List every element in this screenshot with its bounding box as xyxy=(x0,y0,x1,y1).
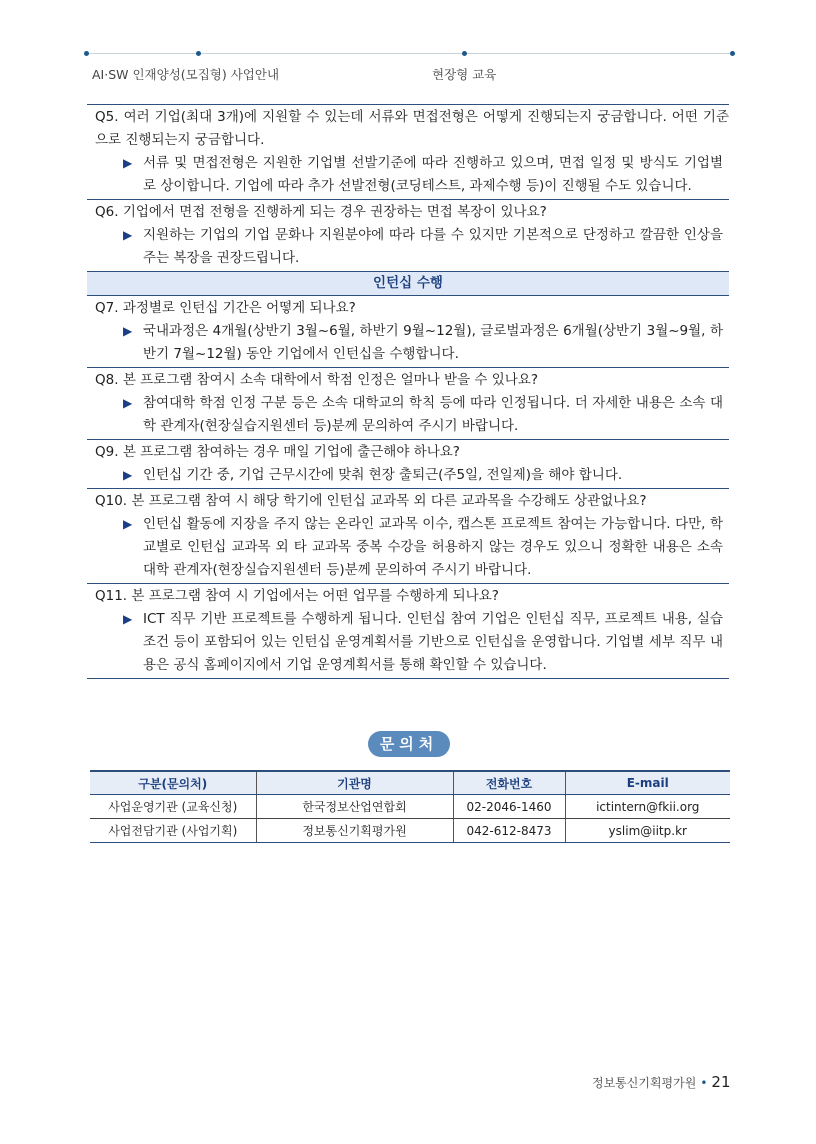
answer-text: 참여대학 학점 인정 구분 등은 소속 대학교의 학칙 등에 따라 인정됩니다. 더 자세한 내용은 소속 대학 관계자(현장실습지원센터 등)분께 문의하여 주시기 바랍니다. xyxy=(143,395,723,434)
faq-item xyxy=(87,105,729,200)
faq-answer xyxy=(87,152,729,198)
faq-answer xyxy=(87,320,729,366)
faq-item xyxy=(87,440,729,489)
faq-answer xyxy=(87,464,729,487)
answer-text: 국내과정은 4개월(상반기 3월~6월, 하반기 9월~12월), 글로벌과정은 6개월(상반기 3월~9월, 하반기 7월~12월) 동안 기업에서 인턴십을 수행합니다. xyxy=(143,323,723,362)
question-number: Q10. xyxy=(95,493,128,509)
question-text: 본 프로그램 참여시 소속 대학에서 학점 인정은 얼마나 받을 수 있나요? xyxy=(122,372,539,388)
footer-org: 정보통신기획평가원 xyxy=(592,1076,697,1090)
column-header: 구분(문의처) xyxy=(90,771,256,795)
table-row xyxy=(90,819,730,843)
column-header: 기관명 xyxy=(256,771,453,795)
contact-table xyxy=(90,770,730,843)
question-number: Q5. xyxy=(95,109,119,125)
column-header: 전화번호 xyxy=(453,771,565,795)
faq-question xyxy=(87,441,729,464)
faq-item xyxy=(87,584,729,679)
question-text: 본 프로그램 참여 시 해당 학기에 인턴십 교과목 외 다른 교과목을 수강해도 상관없나요? xyxy=(131,493,647,509)
header-rule xyxy=(86,53,732,54)
table-cell: 사업전담기관 (사업기획) xyxy=(90,819,256,843)
table-row xyxy=(90,795,730,819)
arrow-right-icon: ▶ xyxy=(123,517,133,531)
question-text: 여러 기업(최대 3개)에 지원할 수 있는데 서류와 면접전형은 어떻게 진행되는지 궁금합니다. 어떤 기준으로 진행되는지 궁금합니다. xyxy=(95,109,729,148)
header-dot xyxy=(84,51,89,56)
question-text: 과정별로 인턴십 기간은 어떻게 되나요? xyxy=(122,300,356,316)
answer-text: 인턴십 기간 중, 기업 근무시간에 맞춰 현장 출퇴근(주5일, 전일제)을 해야 합니다. xyxy=(143,467,623,483)
faq-table xyxy=(87,104,729,679)
page-footer xyxy=(592,1073,731,1091)
table-cell: 사업운영기관 (교육신청) xyxy=(90,795,256,819)
faq-item xyxy=(87,296,729,368)
faq-question xyxy=(87,106,729,152)
faq-answer xyxy=(87,224,729,270)
question-number: Q6. xyxy=(95,204,119,220)
arrow-right-icon: ▶ xyxy=(123,324,133,338)
section-title: 인턴십 수행 xyxy=(87,272,729,296)
faq-question xyxy=(87,297,729,320)
arrow-right-icon: ▶ xyxy=(123,612,133,626)
table-cell: 042-612-8473 xyxy=(453,819,565,843)
table-header-row xyxy=(90,771,730,795)
answer-text: 서류 및 면접전형은 지원한 기업별 선발기준에 따라 진행하고 있으며, 면접 일정 및 방식도 기업별로 상이합니다. 기업에 따라 추가 선발전형(코딩테스트, 과제수행 등)이 진행될 수도 있습니다. xyxy=(143,155,723,194)
question-number: Q11. xyxy=(95,588,128,604)
question-text: 본 프로그램 참여하는 경우 매일 기업에 출근해야 하나요? xyxy=(122,444,460,460)
table-cell: 정보통신기획평가원 xyxy=(256,819,453,843)
faq-question xyxy=(87,490,729,513)
question-number: Q7. xyxy=(95,300,119,316)
table-cell: 한국정보산업연합회 xyxy=(256,795,453,819)
faq-answer xyxy=(87,513,729,582)
faq-question xyxy=(87,585,729,608)
question-number: Q8. xyxy=(95,372,119,388)
faq-question xyxy=(87,369,729,392)
answer-text: ICT 직무 기반 프로젝트를 수행하게 됩니다. 인턴십 참여 기업은 인턴십 직무, 프로젝트 내용, 실습조건 등이 포함되어 있는 인턴십 운영계획서를 기반으로 인턴십을 운영합니다. 기업별 세부 직무 내용은 공식 홈페이지에서 기업 운영계획서를 통해 확인할 수 있습니다. xyxy=(143,611,723,673)
header-title: AI·SW 인재양성(모집형) 사업안내 xyxy=(92,67,280,82)
header-section: 현장형 교육 xyxy=(432,67,497,82)
contact-title-badge: 문의처 xyxy=(368,731,450,757)
table-cell: ictintern@fkii.org xyxy=(565,795,730,819)
arrow-right-icon: ▶ xyxy=(123,156,133,170)
question-text: 기업에서 면접 전형을 진행하게 되는 경우 권장하는 면접 복장이 있나요? xyxy=(122,204,547,220)
faq-question xyxy=(87,201,729,224)
page-number: 21 xyxy=(711,1073,731,1091)
arrow-right-icon: ▶ xyxy=(123,468,133,482)
question-text: 본 프로그램 참여 시 기업에서는 어떤 업무를 수행하게 되나요? xyxy=(131,588,499,604)
bullet-icon: • xyxy=(700,1076,708,1090)
arrow-right-icon: ▶ xyxy=(123,228,133,242)
answer-text: 지원하는 기업의 기업 문화나 지원분야에 따라 다를 수 있지만 기본적으로 단정하고 깔끔한 인상을 주는 복장을 권장드립니다. xyxy=(143,227,723,266)
column-header: E-mail xyxy=(565,771,730,795)
question-number: Q9. xyxy=(95,444,119,460)
answer-text: 인턴십 활동에 지장을 주지 않는 온라인 교과목 이수, 캡스톤 프로젝트 참여는 가능합니다. 다만, 학교별로 인턴십 교과목 외 타 교과목 중복 수강을 허용하지 않는 경우도 있으니 정확한 내용은 소속 대학 관계자(현장실습지원센터 등)분께 문의하여 주시기 바랍니다. xyxy=(143,516,723,578)
faq-item xyxy=(87,368,729,440)
faq-answer xyxy=(87,392,729,438)
header-dot xyxy=(730,51,735,56)
header-dot xyxy=(462,51,467,56)
arrow-right-icon: ▶ xyxy=(123,396,133,410)
table-cell: yslim@iitp.kr xyxy=(565,819,730,843)
faq-item xyxy=(87,489,729,584)
faq-item xyxy=(87,200,729,272)
faq-answer xyxy=(87,608,729,677)
table-cell: 02-2046-1460 xyxy=(453,795,565,819)
header-dot xyxy=(196,51,201,56)
